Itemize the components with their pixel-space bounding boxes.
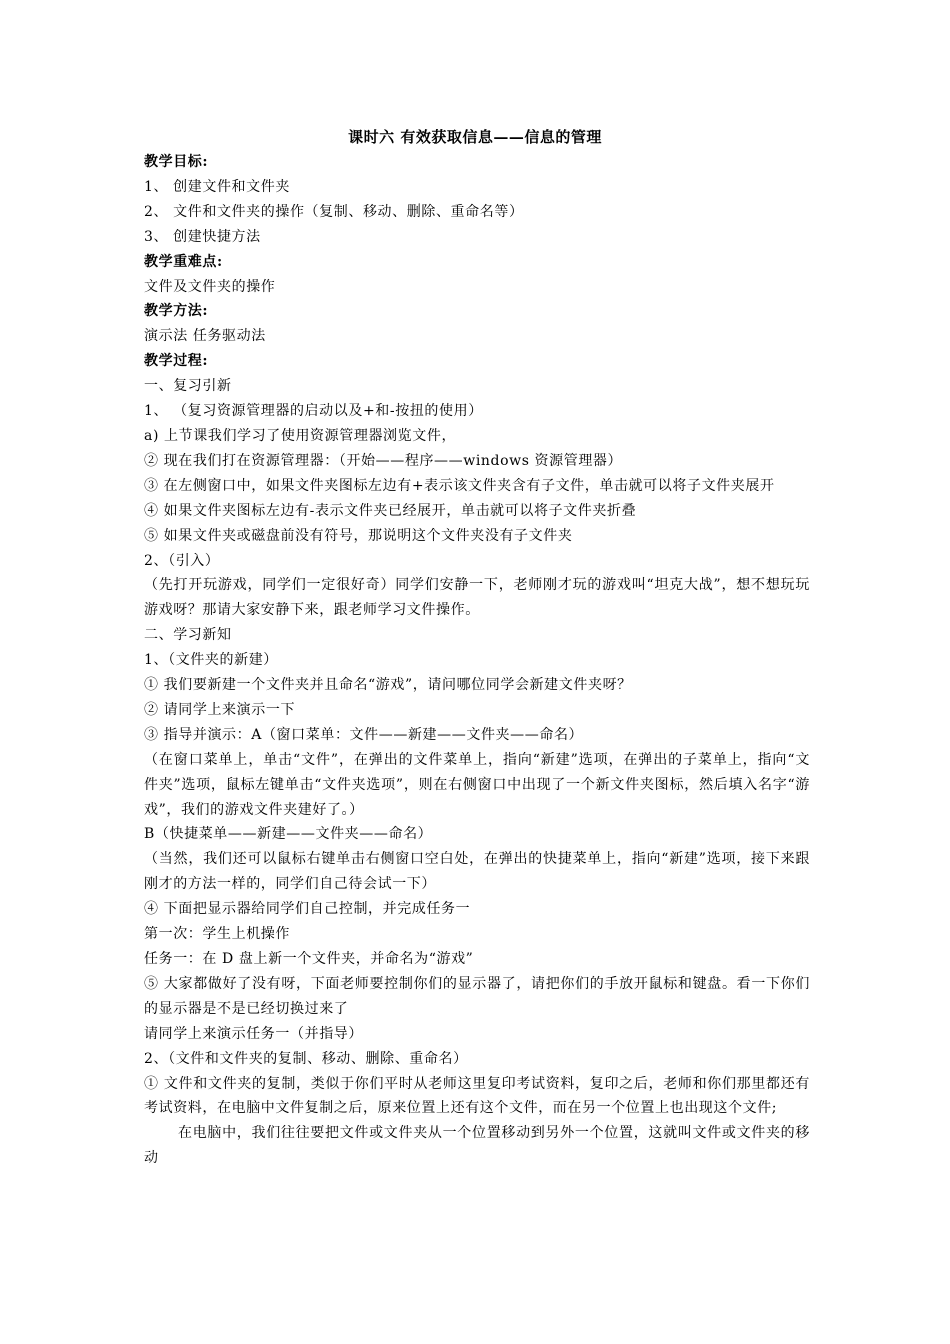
text-line: ⑤ 大家都做好了没有呀，下面老师要控制你们的显示器了，请把你们的手放开鼠标和键盘。看一下你们的显示器是不是已经切换过来了	[144, 975, 810, 1017]
section-heading: 教学目标:	[144, 154, 209, 170]
text-line: 2、（引入）	[144, 552, 220, 569]
text-line: 文件及文件夹的操作	[144, 278, 276, 295]
text-line: 在电脑中，我们往往要把文件或文件夹从一个位置移动到另外一个位置，这就叫文件或文件夹的移动	[144, 1125, 810, 1167]
page-title: 课时六 有效获取信息——信息的管理	[348, 128, 602, 146]
text-line: 2、 文件和文件夹的操作（复制、移动、删除、重命名等）	[144, 203, 524, 220]
text-line: 1、 （复习资源管理器的启动以及+和-按扭的使用）	[144, 403, 483, 420]
text-line: 任务一：在 D 盘上新一个文件夹，并命名为“游戏”	[144, 951, 474, 967]
text-line: 请同学上来演示任务一（并指导）	[144, 1025, 363, 1042]
text-line: ⑤ 如果文件夹或磁盘前没有符号，那说明这个文件夹没有子文件夹	[144, 527, 573, 544]
section-heading: 教学重难点:	[144, 253, 223, 270]
text-line: 1、 创建文件和文件夹	[144, 178, 290, 195]
text-line: 一、复习引新	[144, 378, 232, 395]
text-line: ② 请同学上来演示一下	[144, 701, 296, 718]
text-line: ① 文件和文件夹的复制，类似于你们平时从老师这里复印考试资料，复印之后，老师和你们那里都还有考试资料，在电脑中文件复制之后，原来位置上还有这个文件，而在另一个位置上也出现这个文件;	[144, 1075, 810, 1117]
text-line: 二、学习新知	[144, 627, 232, 644]
section-heading: 教学过程:	[144, 353, 209, 370]
text-line: 演示法 任务驱动法	[144, 328, 266, 345]
text-line: （在窗口菜单上，单击“文件”，在弹出的文件菜单上，指向“新建”选项，在弹出的子菜单上，指向“文件夹”选项，鼠标左键单击“文件夹选项”，则在右侧窗口中出现了一个新文件夹图标，然后填入名字“游戏”，我们的游戏文件夹建好了。）	[144, 751, 810, 818]
text-line: ④ 如果文件夹图标左边有-表示文件夹已经展开，单击就可以将子文件夹折叠	[144, 502, 637, 519]
text-line: （当然，我们还可以鼠标右键单击右侧窗口空白处，在弹出的快捷菜单上，指向“新建”选项，接下来跟刚才的方法一样的，同学们自己待会试一下）	[144, 851, 810, 893]
text-line: 第一次：学生上机操作	[144, 926, 290, 943]
section-heading: 教学方法:	[144, 303, 209, 320]
text-line: 3、 创建快捷方法	[144, 228, 261, 245]
text-line: a) 上节课我们学习了使用资源管理器浏览文件，	[144, 427, 457, 444]
document-body	[144, 150, 810, 1171]
text-line: 2、（文件和文件夹的复制、移动、删除、重命名）	[144, 1050, 468, 1067]
text-line: ① 我们要新建一个文件夹并且命名“游戏”，请问哪位同学会新建文件夹呀？	[144, 677, 632, 694]
text-line: 1、（文件夹的新建）	[144, 652, 278, 669]
text-line: ③ 指导并演示：A（窗口菜单：文件——新建——文件夹——命名）	[144, 726, 584, 743]
text-line: ③ 在左侧窗口中，如果文件夹图标左边有+表示该文件夹含有子文件，单击就可以将子文件夹展开	[144, 477, 775, 494]
text-line: B（快捷菜单——新建——文件夹——命名）	[144, 826, 433, 843]
text-line: （先打开玩游戏，同学们一定很好奇）同学们安静一下，老师刚才玩的游戏叫“坦克大战”，想不想玩玩游戏呀？那请大家安静下来，跟老师学习文件操作。	[144, 577, 810, 619]
text-line: ② 现在我们打在资源管理器：（开始——程序——windows 资源管理器）	[144, 452, 623, 469]
text-line: ④ 下面把显示器给同学们自己控制，并完成任务一	[144, 901, 471, 918]
